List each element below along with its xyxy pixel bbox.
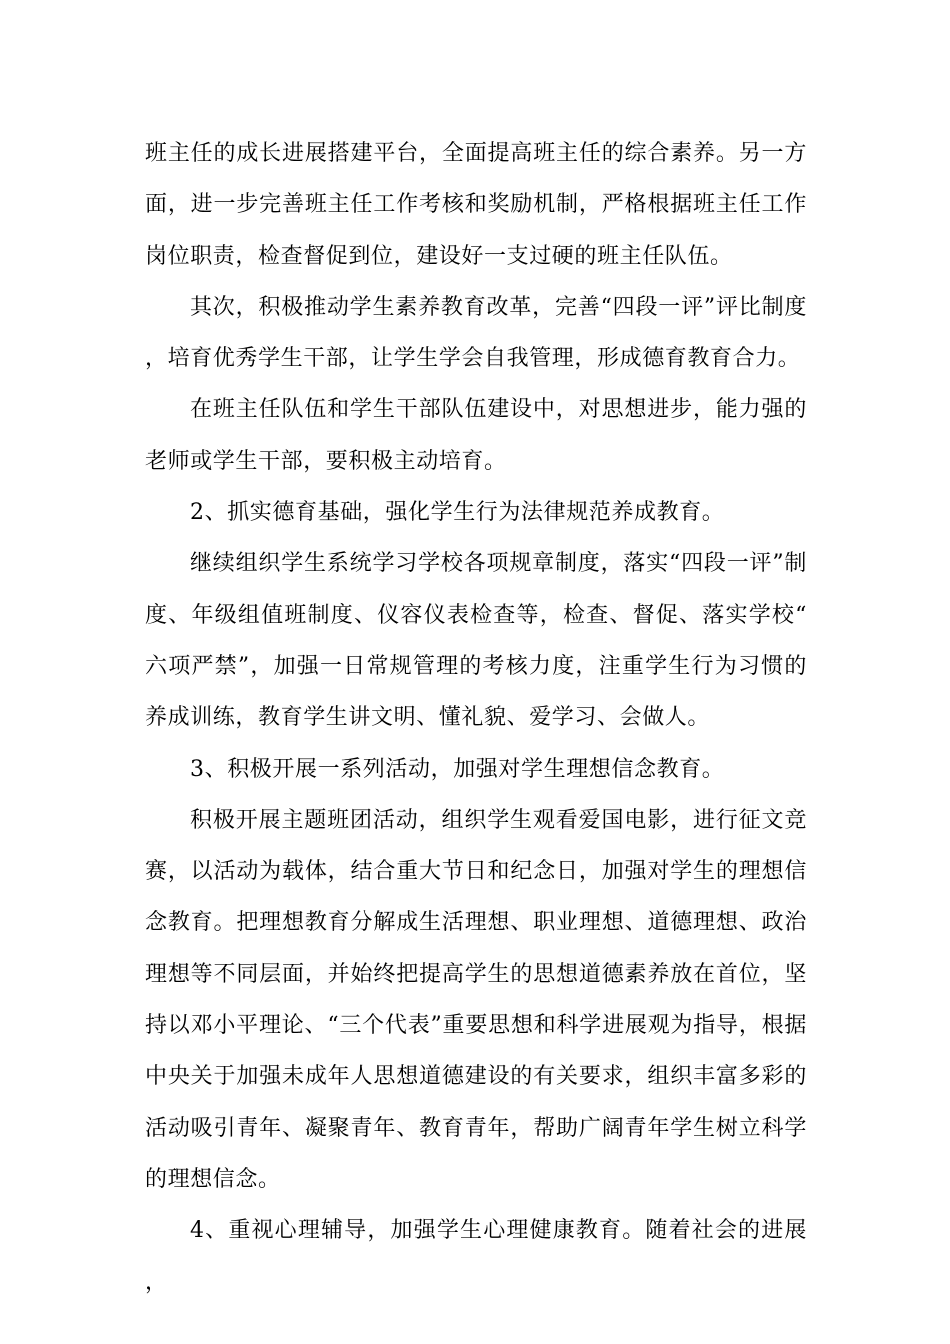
section-heading: 4、重视心理辅导，加强学生心理健康教育。随着社会的进展，	[145, 1218, 807, 1295]
paragraph: 积极开展主题班团活动，组织学生观看爱国电影，进行征文竞赛，以活动为载体，结合重大节日和纪念日，加强对学生的理想信念教育。把理想教育分解成生活理想、职业理想、道德理想、政治理想等不同层面，并始终把提高学生的思想道德素养放在首位，坚持以邓小平理论、“三个代表”重要思想和科学进展观为指导，根据中央关于加强未成年人思想道德建设的有关要求，组织丰富多彩的活动吸引青年、凝聚青年、教育青年，帮助广阔青年学生树立科学的理想信念。	[145, 807, 807, 1192]
paragraph: 班主任的成长进展搭建平台，全面提高班主任的综合素养。另一方面，进一步完善班主任工作考核和奖励机制，严格根据班主任工作岗位职责，检查督促到位，建设好一支过硬的班主任队伍。	[145, 141, 807, 269]
section-heading: 2、抓实德育基础，强化学生行为法律规范养成教育。	[190, 500, 725, 526]
paragraph: 在班主任队伍和学生干部队伍建设中，对思想进步，能力强的老师或学生干部，要积极主动培育。	[145, 397, 807, 474]
paragraph: 继续组织学生系统学习学校各项规章制度，落实“四段一评”制度、年级组值班制度、仪容仪表检查等，检查、督促、落实学校“六项严禁”，加强一日常规管理的考核力度，注重学生行为习惯的养成训练，教育学生讲文明、懂礼貌、爱学习、会做人。	[145, 551, 807, 731]
paragraph: 其次，积极推动学生素养教育改革，完善“四段一评”评比制度，培育优秀学生干部，让学生学会自我管理，形成德育教育合力。	[145, 294, 807, 372]
document-body	[145, 128, 807, 1308]
section-heading: 3、积极开展一系列活动，加强对学生理想信念教育。	[190, 756, 725, 782]
